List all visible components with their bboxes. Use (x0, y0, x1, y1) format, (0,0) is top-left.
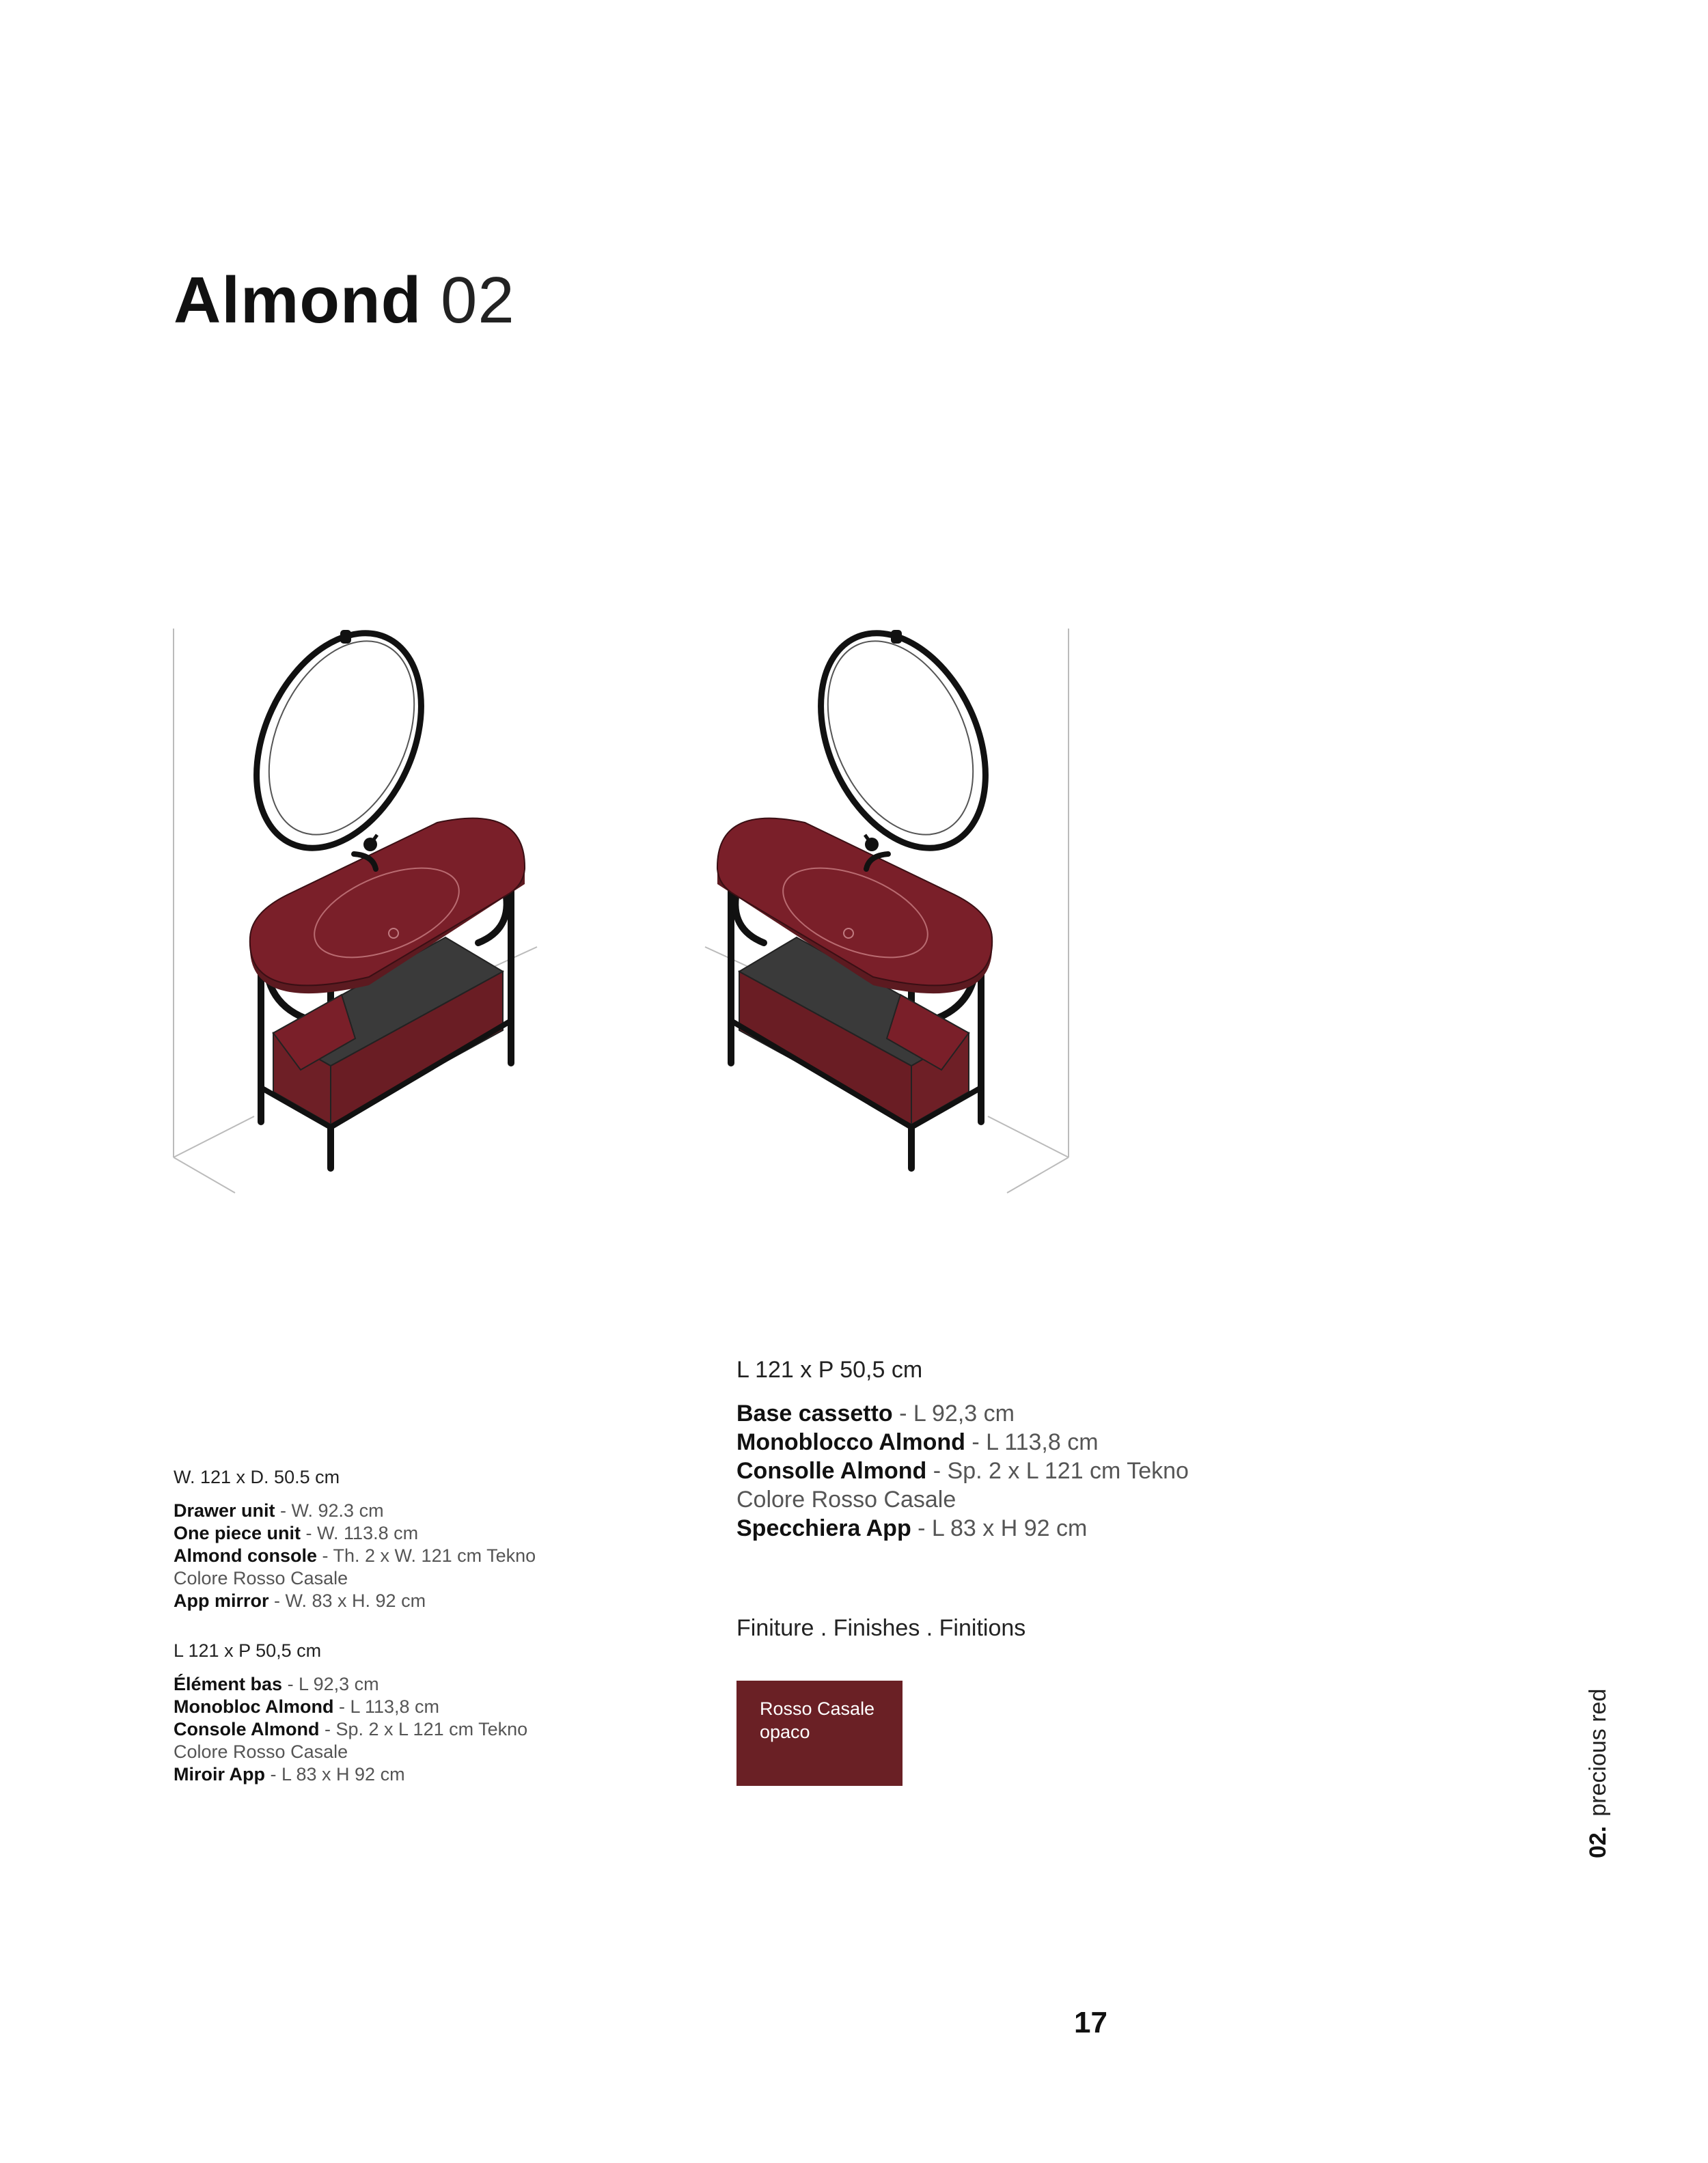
spec-line: Consolle Almond - Sp. 2 x L 121 cm Tekno (736, 1458, 1189, 1484)
spec-line: Monobloc Almond - L 113,8 cm (174, 1696, 440, 1717)
page-number: 17 (1074, 2006, 1107, 2039)
spec-line: Colore Rosso Casale (736, 1487, 956, 1513)
spec-english (174, 1466, 536, 1612)
illustration-left (174, 607, 537, 1193)
spec-french (174, 1640, 527, 1786)
spec-italian-dimensions: L 121 x P 50,5 cm (736, 1357, 923, 1383)
spec-line: Miroir App - L 83 x H 92 cm (174, 1764, 405, 1785)
spec-line: One piece unit - W. 113.8 cm (174, 1523, 419, 1543)
spec-line: Drawer unit - W. 92.3 cm (174, 1500, 384, 1521)
spec-line: Base cassetto - L 92,3 cm (736, 1401, 1015, 1427)
title-product: Almond (174, 264, 422, 337)
spec-line: Monoblocco Almond - L 113,8 cm (736, 1429, 1099, 1455)
illustration-right (705, 607, 1069, 1193)
spec-line: Colore Rosso Casale (174, 1568, 348, 1588)
spec-line: App mirror - W. 83 x H. 92 cm (174, 1590, 426, 1611)
section-number: 02. (1585, 1826, 1611, 1858)
spec-english-dimensions: W. 121 x D. 50.5 cm (174, 1467, 340, 1487)
spec-italian (736, 1355, 1189, 1543)
finish-swatch-label: Rosso Casale opaco (760, 1698, 875, 1742)
spec-line: Élément bas - L 92,3 cm (174, 1674, 379, 1694)
spec-line: Colore Rosso Casale (174, 1741, 348, 1762)
spec-french-dimensions: L 121 x P 50,5 cm (174, 1640, 322, 1661)
title-number: 02 (440, 264, 515, 337)
finish-swatch-rosso-casale (736, 1681, 903, 1786)
finishes-title: Finiture . Finishes . Finitions (736, 1615, 1026, 1641)
section-side-label (1585, 1689, 1612, 1858)
spec-line: Specchiera App - L 83 x H 92 cm (736, 1515, 1088, 1541)
section-name: precious red (1585, 1688, 1611, 1817)
spec-line: Console Almond - Sp. 2 x L 121 cm Tekno (174, 1719, 528, 1739)
spec-line: Almond console - Th. 2 x W. 121 cm Tekno (174, 1545, 536, 1566)
